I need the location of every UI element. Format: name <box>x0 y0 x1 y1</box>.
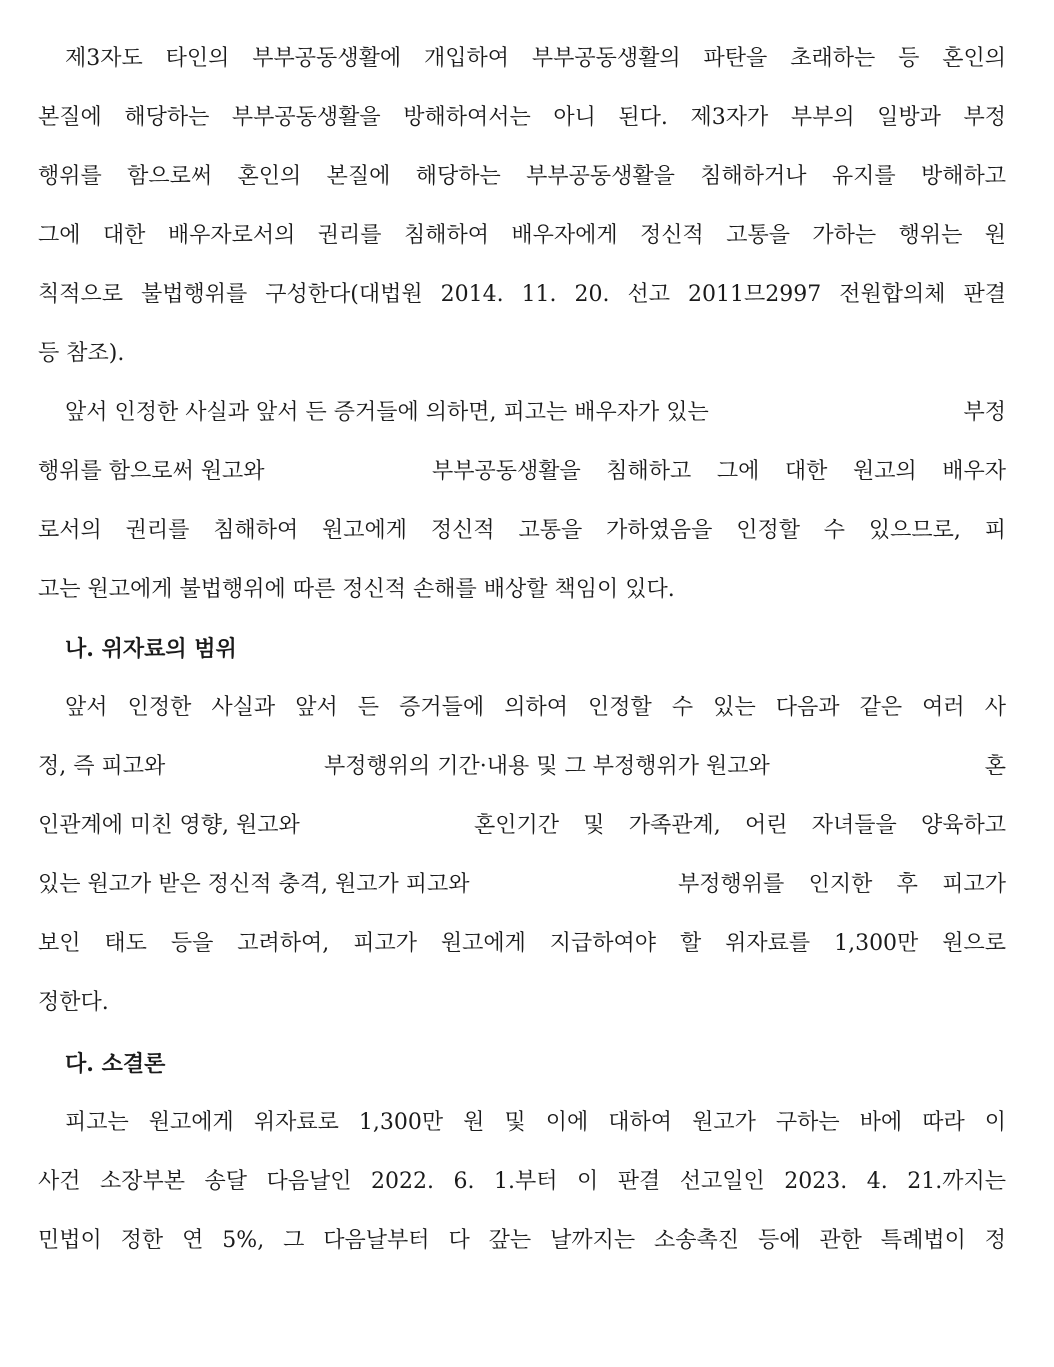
paragraph-line: 앞서 인정한 사실과 앞서 든 증거들에 의하여 인정할 수 있는 다음과 같은 여러 사 <box>65 695 1006 720</box>
paragraph-line: 로서의 권리를 침해하여 원고에게 정신적 고통을 가하였음을 인정할 수 있으므로, 피 <box>38 518 1006 543</box>
paragraph-line: 사건 소장부본 송달 다음날인 2022. 6. 1.부터 이 판결 선고일인 2023. 4. 21.까지는 <box>38 1169 1006 1194</box>
text-segment: 앞서 인정한 사실과 앞서 든 증거들에 의하면, 피고는 배우자가 있는 <box>65 400 709 425</box>
text-segment: 있는 원고가 받은 정신적 충격, 원고가 피고와 <box>38 872 470 897</box>
paragraph-line: 그에 대한 배우자로서의 권리를 침해하여 배우자에게 정신적 고통을 가하는 행위는 원 <box>38 223 1006 248</box>
paragraph-line <box>38 457 1006 487</box>
paragraph-line: 피고는 원고에게 위자료로 1,300만 원 및 이에 대하여 원고가 구하는 바에 따라 이 <box>65 1110 1006 1135</box>
paragraph-line: 등 참조). <box>38 341 125 366</box>
text-segment: 정, 즉 피고와 <box>38 754 166 779</box>
paragraph-line <box>38 752 1006 782</box>
paragraph-line: 제3자도 타인의 부부공동생활에 개입하여 부부공동생활의 파탄을 초래하는 등 혼인의 <box>65 46 1006 71</box>
text-segment: 부정행위의 기간·내용 및 그 부정행위가 원고와 <box>324 754 770 779</box>
text-segment: 부부공동생활을 침해하고 그에 대한 원고의 배우자 <box>432 459 1006 484</box>
paragraph-line <box>38 398 1006 428</box>
paragraph-line <box>38 811 1006 841</box>
text-segment: 행위를 함으로써 원고와 <box>38 459 265 484</box>
text-segment: 혼 <box>984 754 1006 779</box>
text-segment: 부정 <box>963 400 1006 425</box>
paragraph-line: 본질에 해당하는 부부공동생활을 방해하여서는 아니 된다. 제3자가 부부의 일방과 부정 <box>38 105 1006 130</box>
paragraph-line <box>38 870 1006 900</box>
paragraph-line: 정한다. <box>38 990 109 1015</box>
paragraph-line: 칙적으로 불법행위를 구성한다(대법원 2014. 11. 20. 선고 2011므2997 전원합의체 판결 <box>38 282 1006 307</box>
paragraph-line: 행위를 함으로써 혼인의 본질에 해당하는 부부공동생활을 침해하거나 유지를 방해하고 <box>38 164 1006 189</box>
text-segment: 혼인기간 및 가족관계, 어린 자녀들을 양육하고 <box>474 813 1006 838</box>
text-segment: 인관계에 미친 영향, 원고와 <box>38 813 300 838</box>
section-heading: 나. 위자료의 범위 <box>65 636 237 662</box>
paragraph-line: 고는 원고에게 불법행위에 따른 정신적 손해를 배상할 책임이 있다. <box>38 577 675 602</box>
section-heading: 다. 소결론 <box>65 1051 166 1077</box>
text-segment: 부정행위를 인지한 후 피고가 <box>678 872 1006 897</box>
paragraph-line: 보인 태도 등을 고려하여, 피고가 원고에게 지급하여야 할 위자료를 1,300만 원으로 <box>38 931 1006 956</box>
paragraph-line: 민법이 정한 연 5%, 그 다음날부터 다 갚는 날까지는 소송촉진 등에 관한 특례법이 정 <box>38 1228 1006 1253</box>
